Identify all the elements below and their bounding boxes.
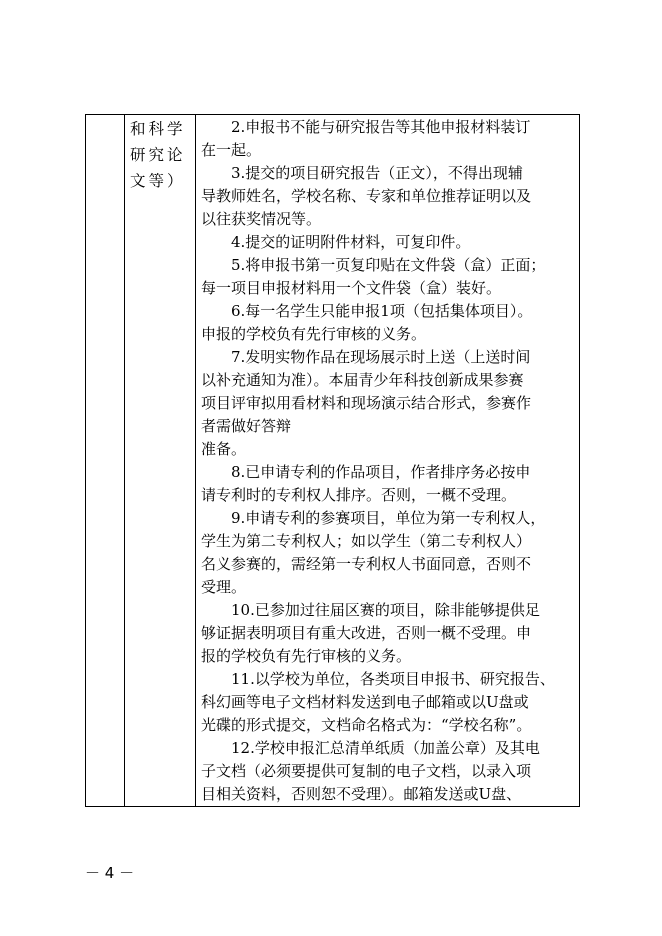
requirement-line: 学生为第二专利权人；如以学生（第二专利权人） xyxy=(201,532,532,550)
requirement-line: 每一项目申报材料用一个文件袋（盒）装好。 xyxy=(201,279,502,297)
requirement-line: 光碟的形式提交，文档命名格式为：“学校名称”。 xyxy=(201,716,532,734)
requirement-line: 请专利时的专利权人排序。否则，一概不受理。 xyxy=(201,486,517,504)
requirement-item xyxy=(201,668,578,737)
page-number: － 4 － xyxy=(85,864,135,882)
requirement-line: 报的学校负有先行审核的义务。 xyxy=(201,647,412,665)
requirement-line: 6.每一名学生只能申报1项（包括集体项目）。 xyxy=(231,302,533,320)
requirement-line: 4.提交的证明附件材料，可复印件。 xyxy=(231,233,471,251)
requirement-line: 3.提交的项目研究报告（正文），不得出现辅 xyxy=(231,164,523,182)
requirement-line: 申报的学校负有先行审核的义务。 xyxy=(201,325,427,343)
requirement-item xyxy=(201,231,578,254)
column-divider xyxy=(195,115,196,806)
requirement-item xyxy=(201,737,578,806)
requirement-item xyxy=(201,346,578,461)
requirements-table xyxy=(85,114,580,807)
requirement-item xyxy=(201,300,578,346)
requirement-line: 11.以学校为单位，各类项目申报书、研究报告、 xyxy=(231,670,555,688)
category-line: 和科学 xyxy=(130,120,186,138)
requirement-line: 受理。 xyxy=(201,578,247,596)
requirements-content xyxy=(201,116,578,806)
requirement-item xyxy=(201,507,578,599)
requirement-line: 导教师姓名，学校名称、专家和单位推荐证明以及 xyxy=(201,187,532,205)
category-cell xyxy=(130,116,192,194)
requirement-line: 子文档（必须要提供可复制的电子文档，以录入项 xyxy=(201,762,532,780)
category-line: 研究论 xyxy=(130,146,186,164)
requirement-line: 项目评审拟用看材料和现场演示结合形式，参赛作 xyxy=(201,394,532,412)
requirement-item xyxy=(201,599,578,668)
column-divider xyxy=(124,115,125,806)
requirement-item xyxy=(201,162,578,231)
requirement-line: 10.已参加过往届区赛的项目，除非能够提供足 xyxy=(231,601,540,619)
requirement-line: 2.申报书不能与研究报告等其他申报材料装订 xyxy=(231,118,531,136)
requirement-line: 名义参赛的，需经第一专利权人书面同意，否则不 xyxy=(201,555,532,573)
requirement-line: 目相关资料，否则恕不受理）。邮箱发送或U盘、 xyxy=(201,785,522,803)
requirement-line: 5.将申报书第一页复印贴在文件袋（盒）正面； xyxy=(231,256,546,274)
requirement-line: 12.学校申报汇总清单纸质（加盖公章）及其电 xyxy=(231,739,540,757)
requirement-line: 8.已申请专利的作品项目，作者排序务必按申 xyxy=(231,463,531,481)
requirement-line: 以往获奖情况等。 xyxy=(201,210,322,228)
requirement-item xyxy=(201,461,578,507)
requirement-item xyxy=(201,116,578,162)
requirement-line: 在一起。 xyxy=(201,141,262,159)
requirement-line: 7.发明实物作品在现场展示时上送（上送时间 xyxy=(231,348,531,366)
requirement-line: 科幻画等电子文档材料发送到电子邮箱或以U盘或 xyxy=(201,693,529,711)
category-line: 文等） xyxy=(130,172,186,190)
requirement-line: 9.申请专利的参赛项目，单位为第一专利权人， xyxy=(231,509,546,527)
requirement-line: 够证据表明项目有重大改进，否则一概不受理。申 xyxy=(201,624,532,642)
requirement-line: 者需做好答辩 xyxy=(201,417,292,435)
requirement-item xyxy=(201,254,578,300)
requirement-line: 以补充通知为准）。本届青少年科技创新成果参赛 xyxy=(201,371,524,389)
requirement-line: 准备。 xyxy=(201,440,247,458)
